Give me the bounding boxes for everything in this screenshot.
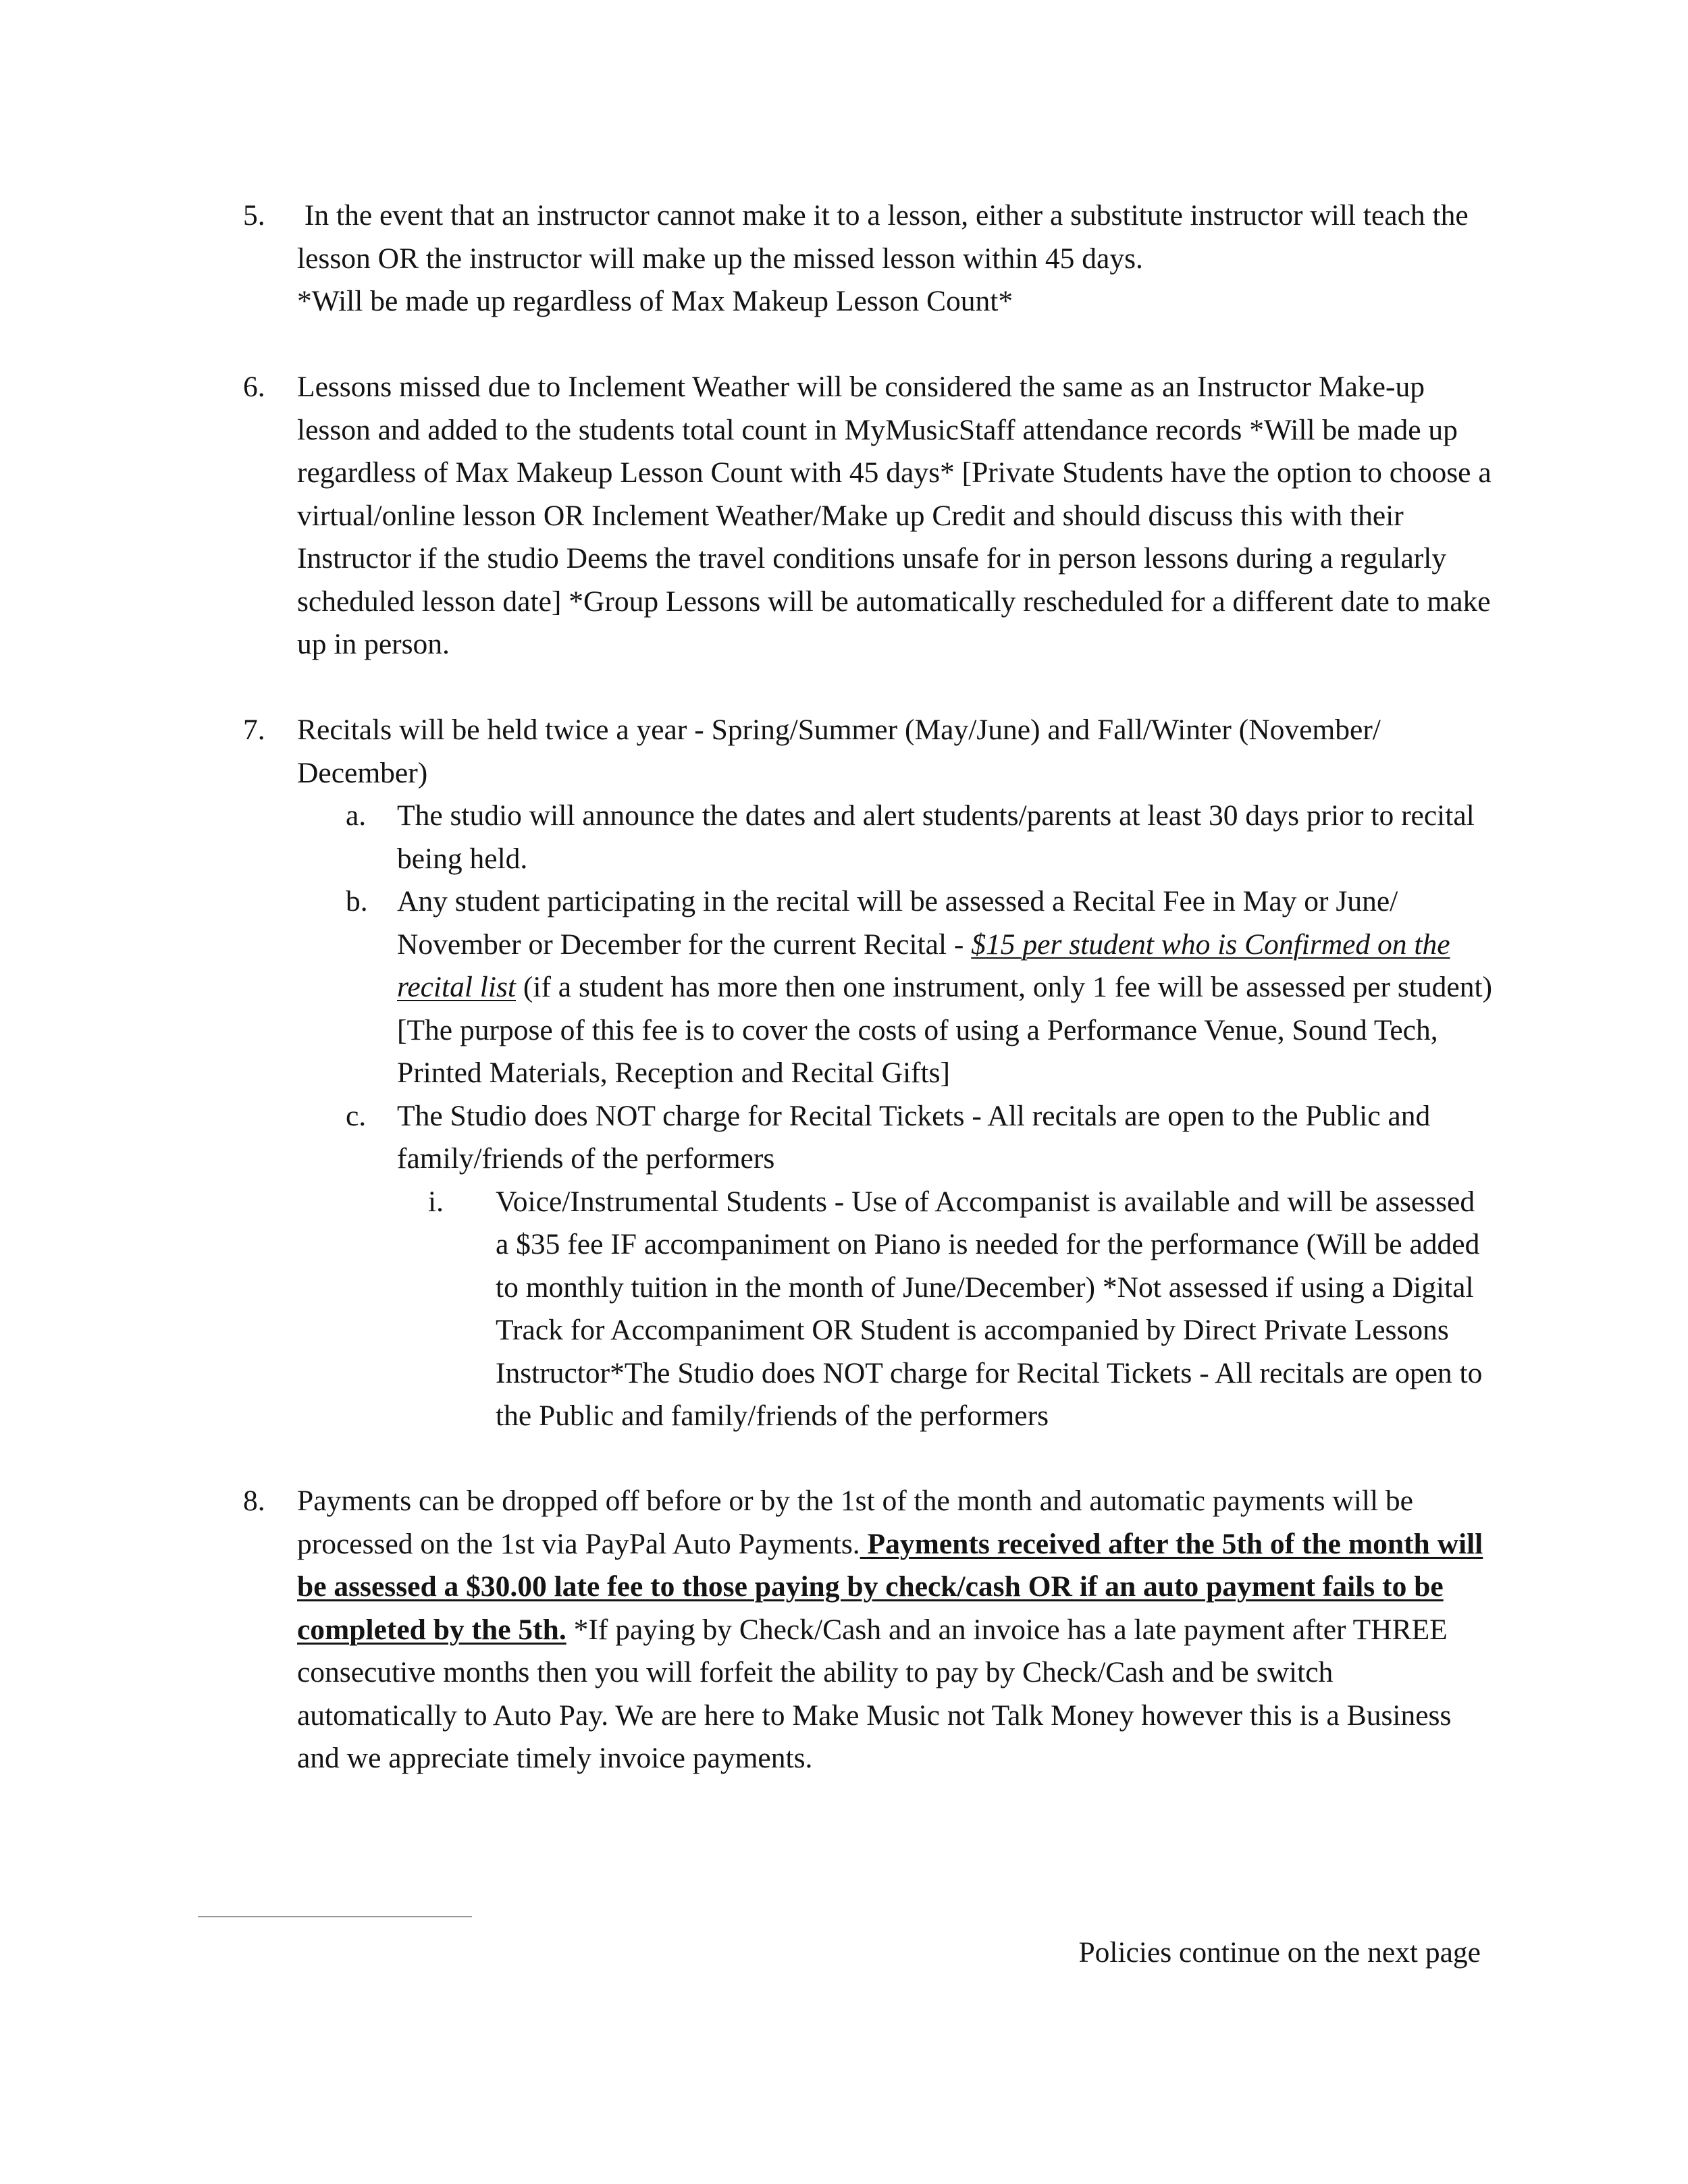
policy-item-7 <box>243 709 1493 1438</box>
sub-item-c <box>297 1095 1492 1181</box>
policy-text <box>297 1480 1492 1780</box>
policy-number: 7. <box>243 714 265 746</box>
late-fee-emphasis: Payments received after the 5th of the month will be assessed a $30.00 late fee to those paying by check/cash OR if an auto payment fails to be completed by the 5th. <box>297 1527 1483 1646</box>
policy-number: 5. <box>243 199 265 232</box>
policy-text: In the event that an instructor cannot make it to a lesson, either a substitute instructor will teach the lesson OR the instructor will make up the missed lesson within 45 days. <box>297 199 1476 275</box>
recital-fee-emphasis: $15 per student who is Confirmed on the recital list <box>397 928 1450 1003</box>
payment-details: *If paying by Check/Cash and an invoice has a late payment after THREE consecutive months then you will forfeit the ability to pay by Check/Cash and be switch automatically to Auto Pay. We are here to Make Music not Talk Money however this is a Business and we appreciate timely invoice payments. <box>297 1613 1452 1774</box>
sub-item-text: The studio will announce the dates and alert students/parents at least 30 days prior to recital being held. <box>397 799 1475 875</box>
recital-fee-details: (if a student has more then one instrument, only 1 fee will be assessed per student) [The purpose of this fee is to cover the costs of using a Performance Venue, Sound Tech, Printed Materials, Reception and Recital Gifts] <box>397 971 1493 1089</box>
sub-item-text: Voice/Instrumental Students - Use of Accompanist is available and will be assessed a $35 fee IF accompaniment on Piano is needed for the performance (Will be added to monthly tuition in the month of June/December) *Not assessed if using a Digital Track for Accompaniment OR Student is accompanied by Direct Private Lessons Instructor*The Studio does NOT charge for Recital Tickets - All recitals are open to the Public and family/friends of the performers <box>496 1185 1483 1432</box>
policy-text: Lessons missed due to Inclement Weather will be considered the same as an Instructor Make-up lesson and added to the students total count in MyMusicStaff attendance records *Will be made up regardless of Max Makeup Lesson Count with 45 days* [Private Students have the option to choose a virtual/online lesson OR Inclement Weather/Make up Credit and should discuss this with their Instructor if the studio Deems the travel conditions unsafe for in person lessons during a regularly scheduled lesson date] *Group Lessons will be automatically rescheduled for a different date to make up in person. <box>297 371 1492 660</box>
sub-item-marker: i. <box>428 1185 444 1218</box>
policy-number: 8. <box>243 1485 265 1517</box>
sub-item-text <box>397 880 1492 1095</box>
policy-number: 6. <box>243 371 265 403</box>
policy-text: Recitals will be held twice a year - Spring/Summer (May/June) and Fall/Winter (November/ December) <box>297 714 1381 789</box>
recital-fee-intro: Any student participating in the recital will be assessed a Recital Fee in May or June/ November or December for the current Recital - <box>397 885 1398 961</box>
policy-item-6 <box>243 366 1492 666</box>
sub-item-marker: a. <box>346 799 367 832</box>
sub-item-marker: c. <box>346 1099 367 1132</box>
policy-item-5 <box>243 194 1492 323</box>
sub-item-text: The Studio does NOT charge for Recital Tickets - All recitals are open to the Public and family/friends of the performers <box>397 1099 1431 1175</box>
sub-item-b <box>297 880 1492 1095</box>
payment-intro: Payments can be dropped off before or by the 1st of the month and automatic payments will be processed on the 1st via PayPal Auto Payments. <box>297 1485 1413 1560</box>
sub-item-c-i <box>297 1181 1492 1438</box>
policy-note: *Will be made up regardless of Max Makeup Lesson Count* <box>297 285 1013 317</box>
policy-item-8 <box>243 1480 1492 1780</box>
sub-item-a <box>297 795 1492 880</box>
continue-note: Policies continue on the next page <box>1078 1936 1481 1969</box>
sub-item-marker: b. <box>346 885 368 917</box>
footnote-divider <box>198 1916 472 1917</box>
